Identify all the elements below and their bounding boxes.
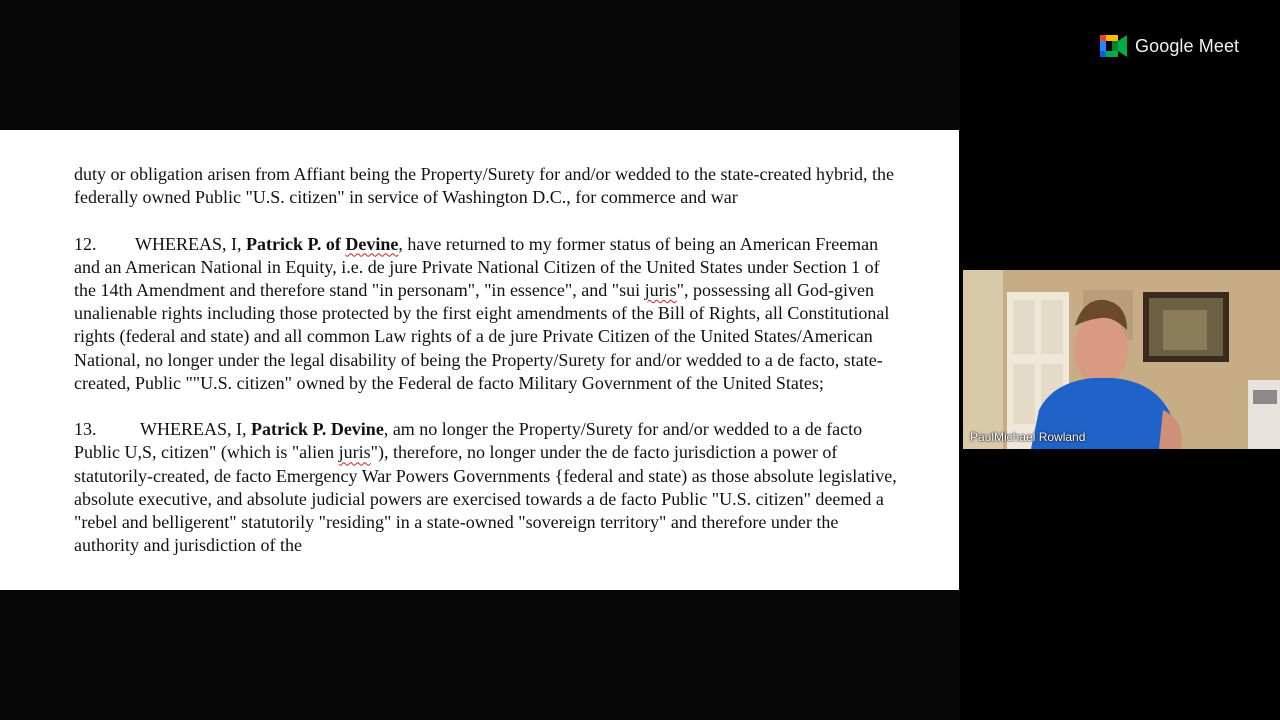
google-meet-logo — [1100, 35, 1239, 57]
paragraph-text: WHEREAS, I, — [140, 419, 251, 440]
paragraph-text: , have returned to my former status of being an American Freeman and an American National in Equity, i.e. de jure Private National Citizen of the United States under Section 1 of the 14th Amendment and therefore stand "in personam", "in essence", and "sui — [74, 233, 880, 300]
paragraph-text: ", possessing all God-given unalienable rights including those protected by the first eight amendments of the Bill of Rights, all Constitutional rights (federal and state) and all common Law rights of a de jure Private Citizen of the United States/American National, no longer under the legal disability of being the Property/Surety for and/or wedded to a de facto, state-created, Public ""U.S. citizen" owned by the Federal de facto Military Government of the United States; — [74, 280, 890, 393]
affiant-name: Patrick P. Devine — [251, 419, 384, 440]
participant-name-label: PaulMichael Rowland — [970, 430, 1086, 444]
affiant-name-part: Patrick P. of — [246, 233, 346, 254]
participant-video — [963, 270, 1280, 449]
paragraph-number: 13. — [74, 419, 97, 440]
app-name: Google Meet — [1135, 35, 1240, 56]
paragraph-intro: duty or obligation arisen from Affiant being the Property/Surety for and/or wedded to the state-created hybrid, the federally owned Public "U.S. citizen" in service of Washington D.C., for commerce and war — [74, 164, 894, 208]
affiant-name — [246, 234, 398, 254]
spellcheck-flag: juris — [338, 442, 371, 463]
paragraph-number: 12. — [74, 233, 97, 254]
paragraph-text: WHEREAS, I, — [135, 233, 246, 254]
paragraph-13 — [74, 418, 904, 557]
document-text — [74, 163, 904, 557]
spellcheck-flag: juris — [644, 280, 677, 300]
paragraph-text: , am no longer the Property/Surety for and/or wedded to a de facto Public U,S, citizen" (which is "alien — [74, 419, 863, 463]
paragraph-text: "), therefore, no longer under the de facto jurisdiction a power of statutorily-created, de facto Emergency War Powers Governments {federal and state) as those absolute legislative, absolute executive, and absolute judicial powers are exercised towards a de facto Public "U.S. citizen" deemed a "rebel and belligerent" statutorily "residing" in a state-owned "sovereign territory" and therefore under the authority and jurisdiction of the — [74, 442, 897, 556]
google-meet-camera-icon — [1100, 35, 1127, 57]
participant-video-tile[interactable] — [963, 270, 1280, 449]
spellcheck-flag: Devine — [345, 233, 399, 254]
paragraph-12 — [74, 233, 904, 395]
